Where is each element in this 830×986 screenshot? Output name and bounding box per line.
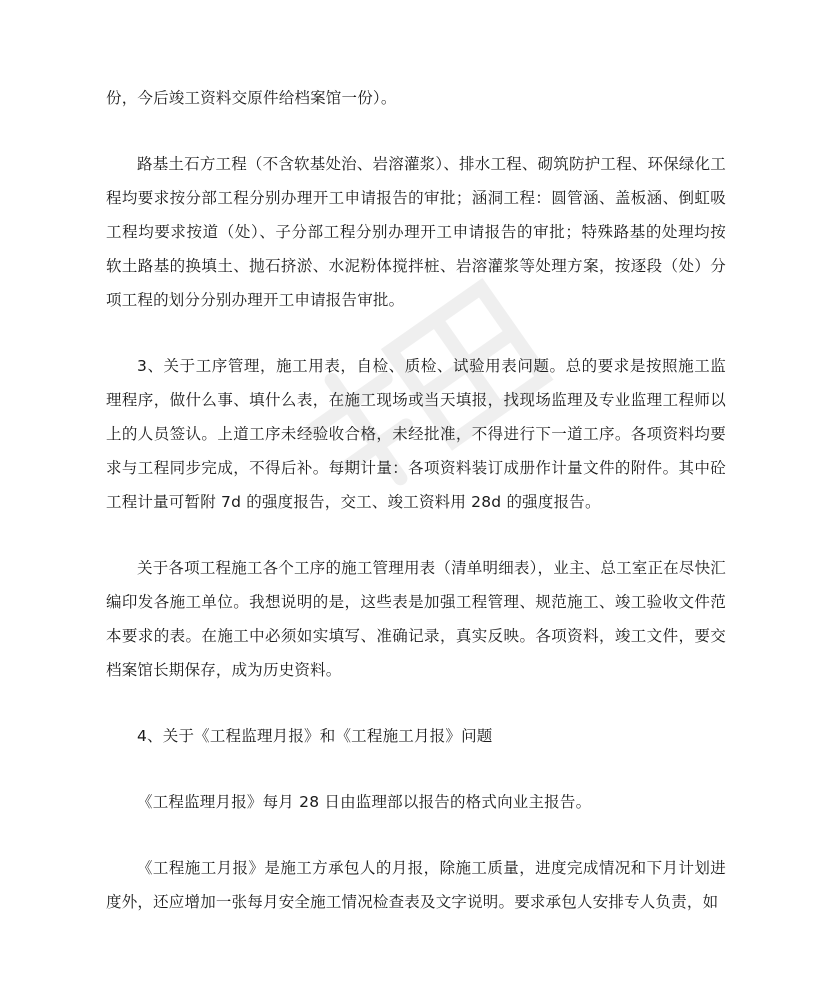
paragraph-6: 《工程施工月报》是施工方承包人的月报，除施工质量，进度完成情况和下月计划进度外，还应增加一张每月安全施工情况检查表及文字说明。要求承包人安排专人负责，如 (106, 859, 726, 911)
section-heading-4: 4、关于《工程监理月报》和《工程施工月报》问题 (137, 727, 493, 745)
paragraph-2: 路基土石方工程（不含软基处治、岩溶灌浆）、排水工程、砌筑防护工程、环保绿化工程均要求按分部工程分别办理开工申请报告的审批；涵洞工程：圆管涵、盖板涵、倒虹吸工程均要求按道（处）、子分部工程分别办理开工申请报告的审批；特殊路基的处理均按软土路基的换填土、抛石挤淤、水泥粉体搅拌桩、岩溶灌浆等处理方案，按逐段（处）分项工程的划分分别办理开工申请报告审批。 (106, 155, 726, 309)
paragraph-5: 《工程监理月报》每月 28 日由监理部以报告的格式向业主报告。 (137, 793, 592, 811)
paragraph-1: 份，今后竣工资料交原件给档案馆一份）。 (106, 89, 397, 107)
paragraph-3: 3、关于工序管理，施工用表，自检、质检、试验用表问题。总的要求是按照施工监理程序，做什么事、填什么表，在施工现场或当天填报，找现场监理及专业监理工程师以上的人员签认。上道工序未经验收合格，未经批准，不得进行下一道工序。各项资料均要求与工程同步完成，不得后补。每期计量：各项资料装订成册作计量文件的附件。其中砼工程计量可暂附 7d 的强度报告，交工、竣工资料用 28d 的强度报告。 (106, 357, 726, 511)
document-body (106, 81, 726, 919)
paragraph-4: 关于各项工程施工各个工序的施工管理用表（清单明细表），业主、总工室正在尽快汇编印发各施工单位。我想说明的是，这些表是加强工程管理、规范施工、竣工验收文件范本要求的表。在施工中必须如实填写、准确记录，真实反映。各项资料，竣工文件，要交档案馆长期保存，成为历史资料。 (106, 559, 726, 679)
